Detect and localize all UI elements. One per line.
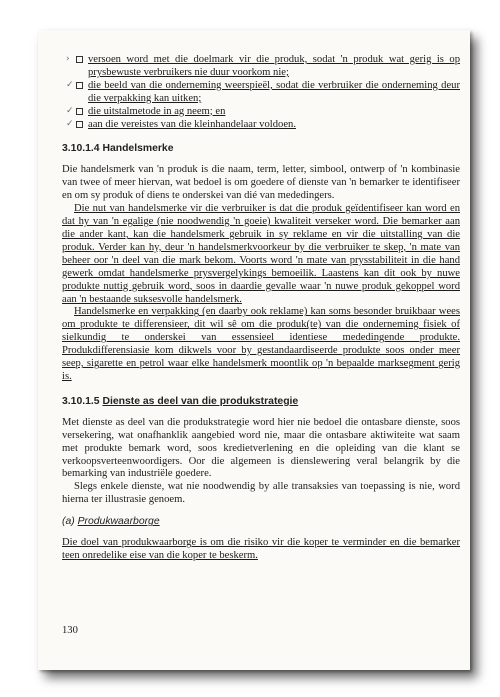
paragraph: Die doel van produkwaarborge is om die risiko vir die koper te verminder en die bemarker teen onredelike eise van die koper te beskerm.	[62, 537, 460, 562]
book-page	[38, 30, 470, 670]
subsection-heading	[62, 516, 460, 528]
handwritten-mark: ✓	[66, 79, 74, 90]
handwritten-mark: ›	[66, 54, 70, 64]
subsection-title: Produkwaarborge	[77, 516, 160, 528]
section-title: Handelsmerke	[102, 143, 174, 155]
checkbox-icon	[76, 82, 83, 89]
checkbox-icon	[76, 121, 83, 128]
section-title: Dienste as deel van die produkstrategie	[102, 395, 299, 407]
paragraph: Die nut van handelsmerke vir die verbruiker is dat die produk geïdentifiseer kan word en dat hy van 'n egalige (nie noodwendig 'n goeie) kwaliteit verseker word. Die bemarker aan die ander kant, kan die handelsmerk gebruik in sy reklame en vir die uitstalling van die produk. Verder kan hy, deur 'n handelsmerkvoorkeur by die verbruiker te skep, 'n mate van beheer oor 'n deel van die mark bekom. Voorts word 'n mate van prysstabiliteit in die hand gewerk omdat handelsmerke prysvergelykings bemoeilik. Laastens kan dit ook by nuwe produkte nuttig gebruik word, soos in daardie gevalle waar 'n nuwe produk gekoppel word aan 'n bestaande suksesvolle handelsmerk.	[62, 203, 460, 305]
bullet-item	[62, 54, 460, 80]
checkbox-icon	[76, 56, 83, 63]
checkbox-icon	[76, 108, 83, 115]
bullet-item	[62, 106, 460, 119]
section-heading	[62, 396, 460, 408]
page-number: 130	[62, 625, 78, 636]
paragraph: Handelsmerke en verpakking (en daarby ook reklame) kan soms besonder bruikbaar wees om produkte te differensieer, dit wil sê om die produk(te) van die onderneming fisiek of sielkundig te onderskei van essensieel identiese mededingende produkte. Produkdifferensiasie kom dikwels voor by gestandaardiseerde produkte soos onder meer seep, sigarette en petrol waar elke handelsmerk moontlik op 'n bepaalde marksegment gerig is.	[62, 306, 460, 382]
section-number: 3.10.1.5	[62, 395, 100, 407]
section-heading	[62, 143, 460, 155]
bullet-item	[62, 80, 460, 106]
paragraph: Slegs enkele dienste, wat nie noodwendig by alle transaksies van toepassing is nie, word hierna ter illustrasie genoem.	[62, 481, 460, 506]
handwritten-mark: ✓	[66, 118, 74, 129]
section-number: 3.10.1.4	[62, 143, 100, 155]
bullet-text: aan die vereistes van die kleinhandelaar voldoen.	[88, 118, 296, 130]
bullet-text: versoen word met die doelmark vir die produk, sodat 'n produk wat gerig is op prysbewuste verbruikers nie duur voorkom nie;	[88, 54, 460, 78]
bullet-text: die beeld van die onderneming weerspieël, sodat die verbruiker die onderneming deur die verpakking kan uitken;	[88, 79, 460, 104]
paragraph: Die handelsmerk van 'n produk is die naam, term, letter, simbool, ontwerp of 'n kombinasie van twee of meer hiervan, wat bedoel is om goedere of dienste van 'n bemarker te identifiseer en om sy produk of diens te onderskei van dié van mededingers.	[62, 164, 460, 202]
page-content	[62, 54, 460, 563]
handwritten-mark: ✓	[66, 105, 74, 116]
bullet-item	[62, 119, 460, 132]
paragraph: Met dienste as deel van die produkstrategie word hier nie bedoel die ontasbare dienste, soos versekering, wat onafhanklik aangebied word nie, maar die ontasbare aktiwiteite wat saam met produkte bemark word, soos kredietverlening en die opleiding van die klant se verkoopsverteenwoordigers. Oor die algemeen is dienslewering veral belangrik by die bemarking van industriële goedere.	[62, 416, 460, 480]
subsection-label: (a)	[62, 516, 75, 528]
bullet-text: die uitstalmetode in ag neem; en	[88, 105, 226, 117]
